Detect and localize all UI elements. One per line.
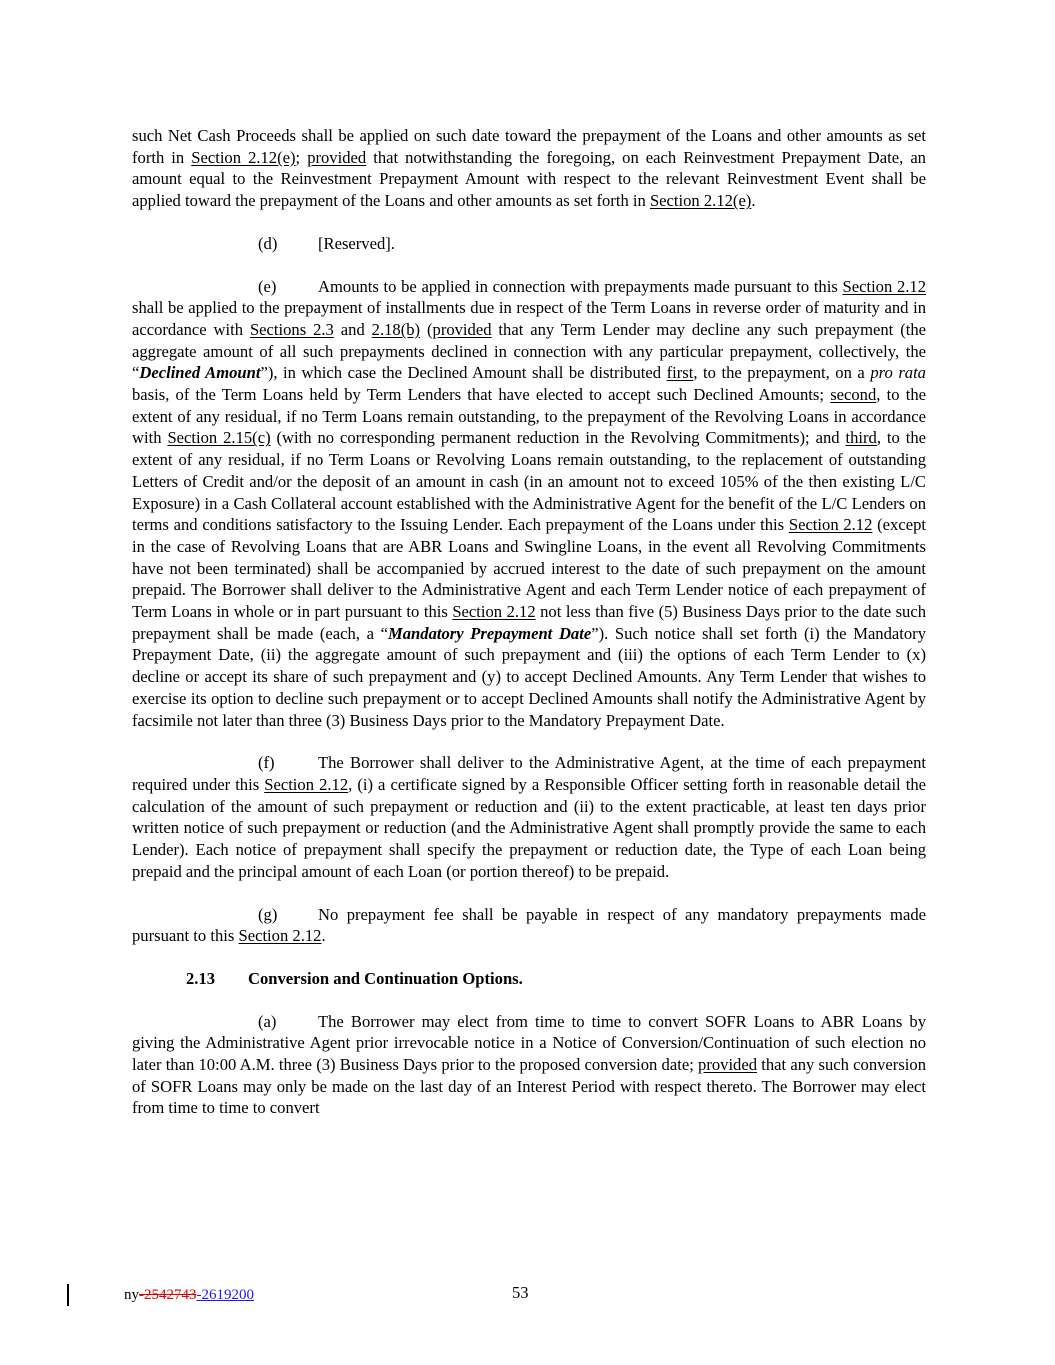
clause-label: (a) [258,1011,277,1031]
ordinal-term: third [845,428,877,448]
section-reference: Section 2.15(c) [167,428,271,448]
section-reference: Sections 2.3 [249,319,334,339]
section-heading [132,968,926,990]
clause-label: (d) [258,233,278,253]
ordinal-term: second [830,385,877,405]
clause-label: (f) [258,753,275,773]
paragraph-continuation: such Net Cash Proceeds shall be applied on such date toward the prepayment of the Loans and other amounts as set forth in Section 2.12(e); provided that notwithstanding the foregoing, on each Reinvestment Prepayment Date, an amount equal to the Reinvestment Prepayment Amount with respect to the relevant Reinvestment Event shall be applied toward the prepayment of the Loans and other amounts as set forth in Section 2.12(e). [132,126,926,211]
change-bar [67,1284,69,1306]
latin-term: pro rata [870,363,926,383]
clause-a: (a) The Borrower may elect from time to time to convert SOFR Loans to ABR Loans by giving the Administrative Agent prior irrevocable notice in a Notice of Conversion/Continuation of such election no later than 10:00 A.M. three (3) Business Days prior to the proposed conversion date; provided that any such conversion of SOFR Loans may only be made on the last day of an Interest Period with respect thereto. The Borrower may elect from time to time to convert [132,1011,926,1118]
section-reference: Section 2.12 [238,926,322,946]
provided-term: provided [698,1055,758,1075]
section-reference: Section 2.12 [842,276,927,296]
section-number: 2.13 [186,968,216,988]
document-id: ny-2542743-2619200 [124,1287,254,1303]
clause-d: (d) [Reserved]. [258,233,395,253]
section-reference: 2.18(b) [371,319,421,339]
clause-g: (g) No prepayment fee shall be payable in respect of any mandatory prepayments made pursuant to this Section 2.12. [132,904,926,946]
clause-label: (g) [258,904,278,924]
clause-e: (e) Amounts to be applied in connection with prepayments made pursuant to this Section 2.12 shall be applied to the prepayment of installments due in respect of the Term Loans in reverse order of maturity and in accordance with Sections 2.3 and 2.18(b) (provided that any Term Lender may decline any such prepayment (the aggregate amount of all such prepayments declined in connection with any particular prepayment, collectively, the “Declined Amount”), in which case the Declined Amount shall be distributed first, to the prepayment, on a pro rata basis, of the Term Loans held by Term Lenders that have elected to accept such Declined Amounts; second, to the extent of any residual, if no Term Loans remain outstanding, to the prepayment of the Revolving Loans in accordance with Section 2.15(c) (with no corresponding permanent reduction in the Revolving Commitments); and third, to the extent of any residual, if no Term Loans or Revolving Loans remain outstanding, to the replacement of outstanding Letters of Credit and/or the deposit of an amount in cash (in an amount not to exceed 105% of the then existing L/C Exposure) in a Cash Collateral account established with the Administrative Agent for the benefit of the L/C Lenders on terms and conditions satisfactory to the Issuing Lender. Each prepayment of the Loans under this Section 2.12 (except in the case of Revolving Loans that are ABR Loans and Swingline Loans, in the event all Revolving Commitments have not been terminated) shall be accompanied by accrued interest to the date of such prepayment on the amount prepaid. The Borrower shall deliver to the Administrative Agent and each Term Lender notice of each prepayment of Term Loans in whole or in part pursuant to this Section 2.12 not less than five (5) Business Days prior to the date such prepayment shall be made (each, a “Mandatory Prepayment Date”). Such notice shall set forth (i) the Mandatory Prepayment Date, (ii) the aggregate amount of such prepayment and (iii) the options of each Term Lender to (x) decline or accept its share of such prepayment and (y) to accept Declined Amounts. Any Term Lender that wishes to exercise its option to decline such prepayment or to accept Declined Amounts shall notify the Administrative Agent by facsimile not later than three (3) Business Days prior to the Mandatory Prepayment Date. [132,276,927,730]
provided-term: provided [307,147,367,167]
section-reference: Section 2.12 [452,602,536,622]
section-title: Conversion and Continuation Options. [248,968,523,988]
deleted-doc-id: -2542743 [139,1287,197,1303]
section-reference: Section 2.12(e) [649,191,752,211]
defined-term: Mandatory Prepayment Date [388,623,592,643]
inserted-doc-id: -2619200 [196,1287,254,1303]
clause-label: (e) [258,276,277,296]
defined-term: Declined Amount [139,363,261,383]
section-reference: Section 2.12 [788,515,873,535]
section-reference: Section 2.12 [264,774,349,794]
provided-term: provided [432,319,492,339]
ordinal-term: first [666,363,694,383]
section-reference: Section 2.12(e) [191,147,296,167]
clause-f: (f) The Borrower shall deliver to the Administrative Agent, at the time of each prepayment required under this Section 2.12, (i) a certificate signed by a Responsible Officer setting forth in reasonable detail the calculation of the amount of such prepayment or reduction and (ii) to the extent practicable, at least ten days prior written notice of such prepayment or reduction (and the Administrative Agent shall promptly provide the same to each Lender). Each notice of prepayment shall specify the prepayment or reduction date, the Type of each Loan being prepaid and the principal amount of each Loan (or portion thereof) to be prepaid. [132,753,926,881]
page-number: 53 [512,1283,529,1302]
document-body [132,125,926,1140]
